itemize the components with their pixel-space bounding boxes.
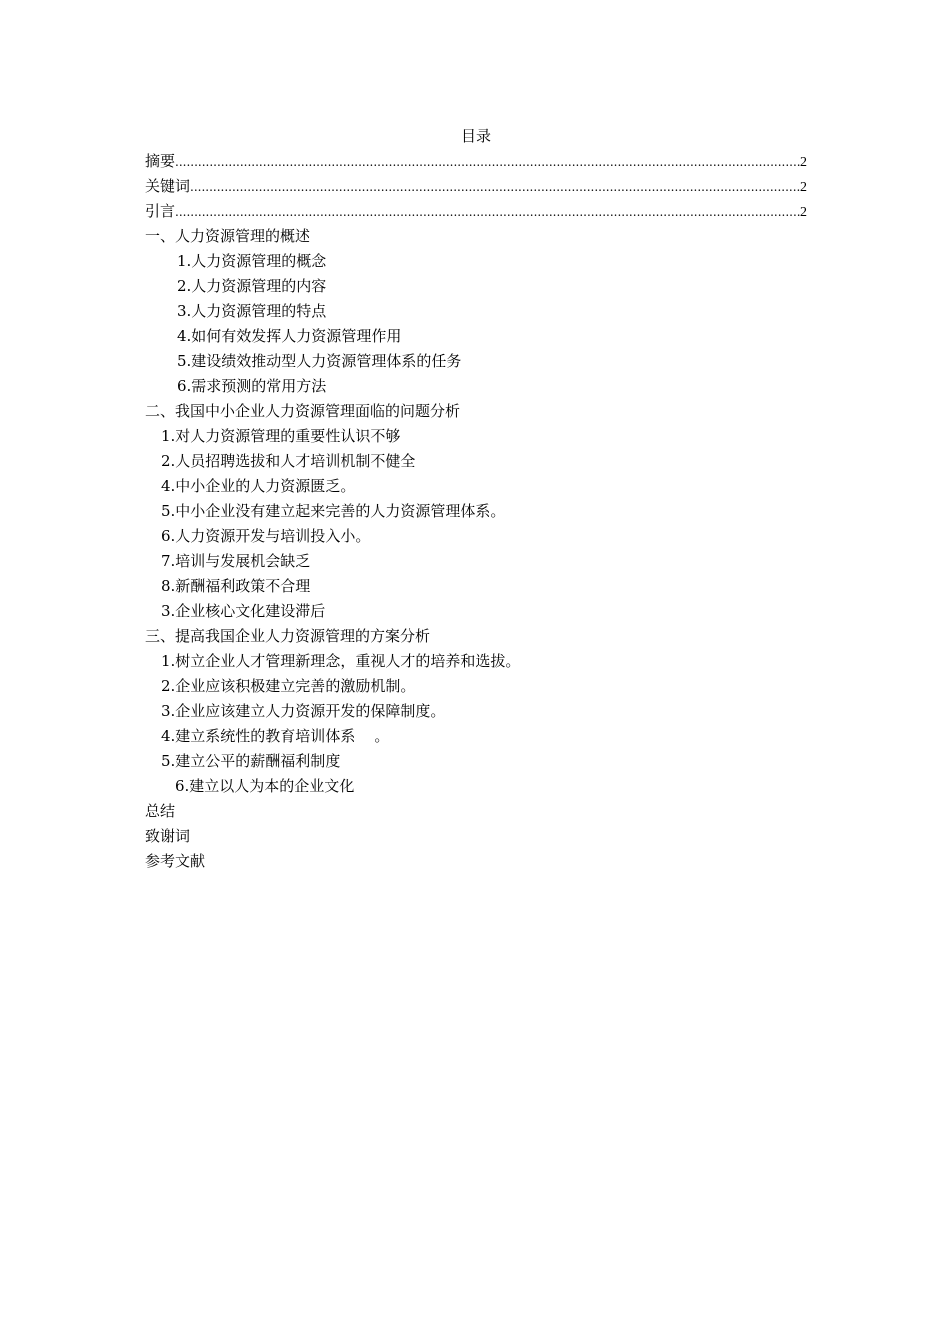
toc-subitem[interactable]: 1.树立企业人才管理新理念，重视人才的培养和选拔。 (161, 652, 521, 670)
toc-subitem[interactable]: 4.中小企业的人力资源匮乏。 (161, 477, 356, 495)
toc-subitem[interactable]: 8.新酬福利政策不合理 (161, 577, 311, 595)
toc-page-number: 2 (800, 155, 807, 170)
toc-entry-label: 摘要 (145, 152, 176, 170)
toc-entry-introduction[interactable] (145, 199, 807, 224)
toc-subitem[interactable]: 4.如何有效发挥人力资源管理作用 (177, 327, 402, 345)
toc-entry-abstract[interactable] (145, 149, 807, 174)
toc-closing-references[interactable]: 参考文献 (145, 852, 206, 870)
toc-page-number: 2 (800, 205, 807, 220)
toc-subitem[interactable]: 5.建设绩效推动型人力资源管理体系的任务 (177, 352, 462, 370)
toc-subitem[interactable]: 2.企业应该积极建立完善的激励机制。 (161, 677, 416, 695)
toc-subitem[interactable]: 1.人力资源管理的概念 (177, 252, 327, 270)
toc-section-heading[interactable]: 三、提高我国企业人力资源管理的方案分析 (145, 627, 431, 645)
toc-section-heading[interactable]: 一、人力资源管理的概述 (145, 227, 311, 245)
toc-subitem[interactable]: 3.企业应该建立人力资源开发的保障制度。 (161, 702, 446, 720)
dot-leader (190, 175, 800, 199)
toc-closing-summary[interactable]: 总结 (145, 802, 176, 820)
toc-subitem[interactable]: 4.建立系统性的教育培训体系 。 (161, 727, 390, 745)
toc-entry-label: 关键词 (145, 177, 191, 195)
table-of-contents (145, 124, 807, 874)
toc-subitem[interactable]: 5.建立公平的薪酬福利制度 (161, 752, 341, 770)
dot-leader (175, 150, 800, 174)
toc-subitem[interactable]: 2.人力资源管理的内容 (177, 277, 327, 295)
toc-closing-acknowledgements[interactable]: 致谢词 (145, 827, 191, 845)
toc-subitem[interactable]: 5.中小企业没有建立起来完善的人力资源管理体系。 (161, 502, 506, 520)
toc-section-heading[interactable]: 二、我国中小企业人力资源管理面临的问题分析 (145, 402, 461, 420)
toc-title: 目录 (460, 127, 491, 145)
toc-entry-label: 引言 (145, 202, 176, 220)
toc-subitem[interactable]: 2.人员招聘选拔和人才培训机制不健全 (161, 452, 416, 470)
toc-subitem[interactable]: 6.需求预测的常用方法 (177, 377, 327, 395)
toc-subitem[interactable]: 6.建立以人为本的企业文化 (175, 777, 355, 795)
toc-entry-keywords[interactable] (145, 174, 807, 199)
toc-subitem[interactable]: 6.人力资源开发与培训投入小。 (161, 527, 371, 545)
dot-leader (175, 200, 800, 224)
toc-subitem[interactable]: 3.企业核心文化建设滞后 (161, 602, 326, 620)
toc-subitem[interactable]: 7.培训与发展机会缺乏 (161, 552, 311, 570)
toc-subitem[interactable]: 1.对人力资源管理的重要性认识不够 (161, 427, 401, 445)
toc-page-number: 2 (800, 180, 807, 195)
toc-subitem[interactable]: 3.人力资源管理的特点 (177, 302, 327, 320)
